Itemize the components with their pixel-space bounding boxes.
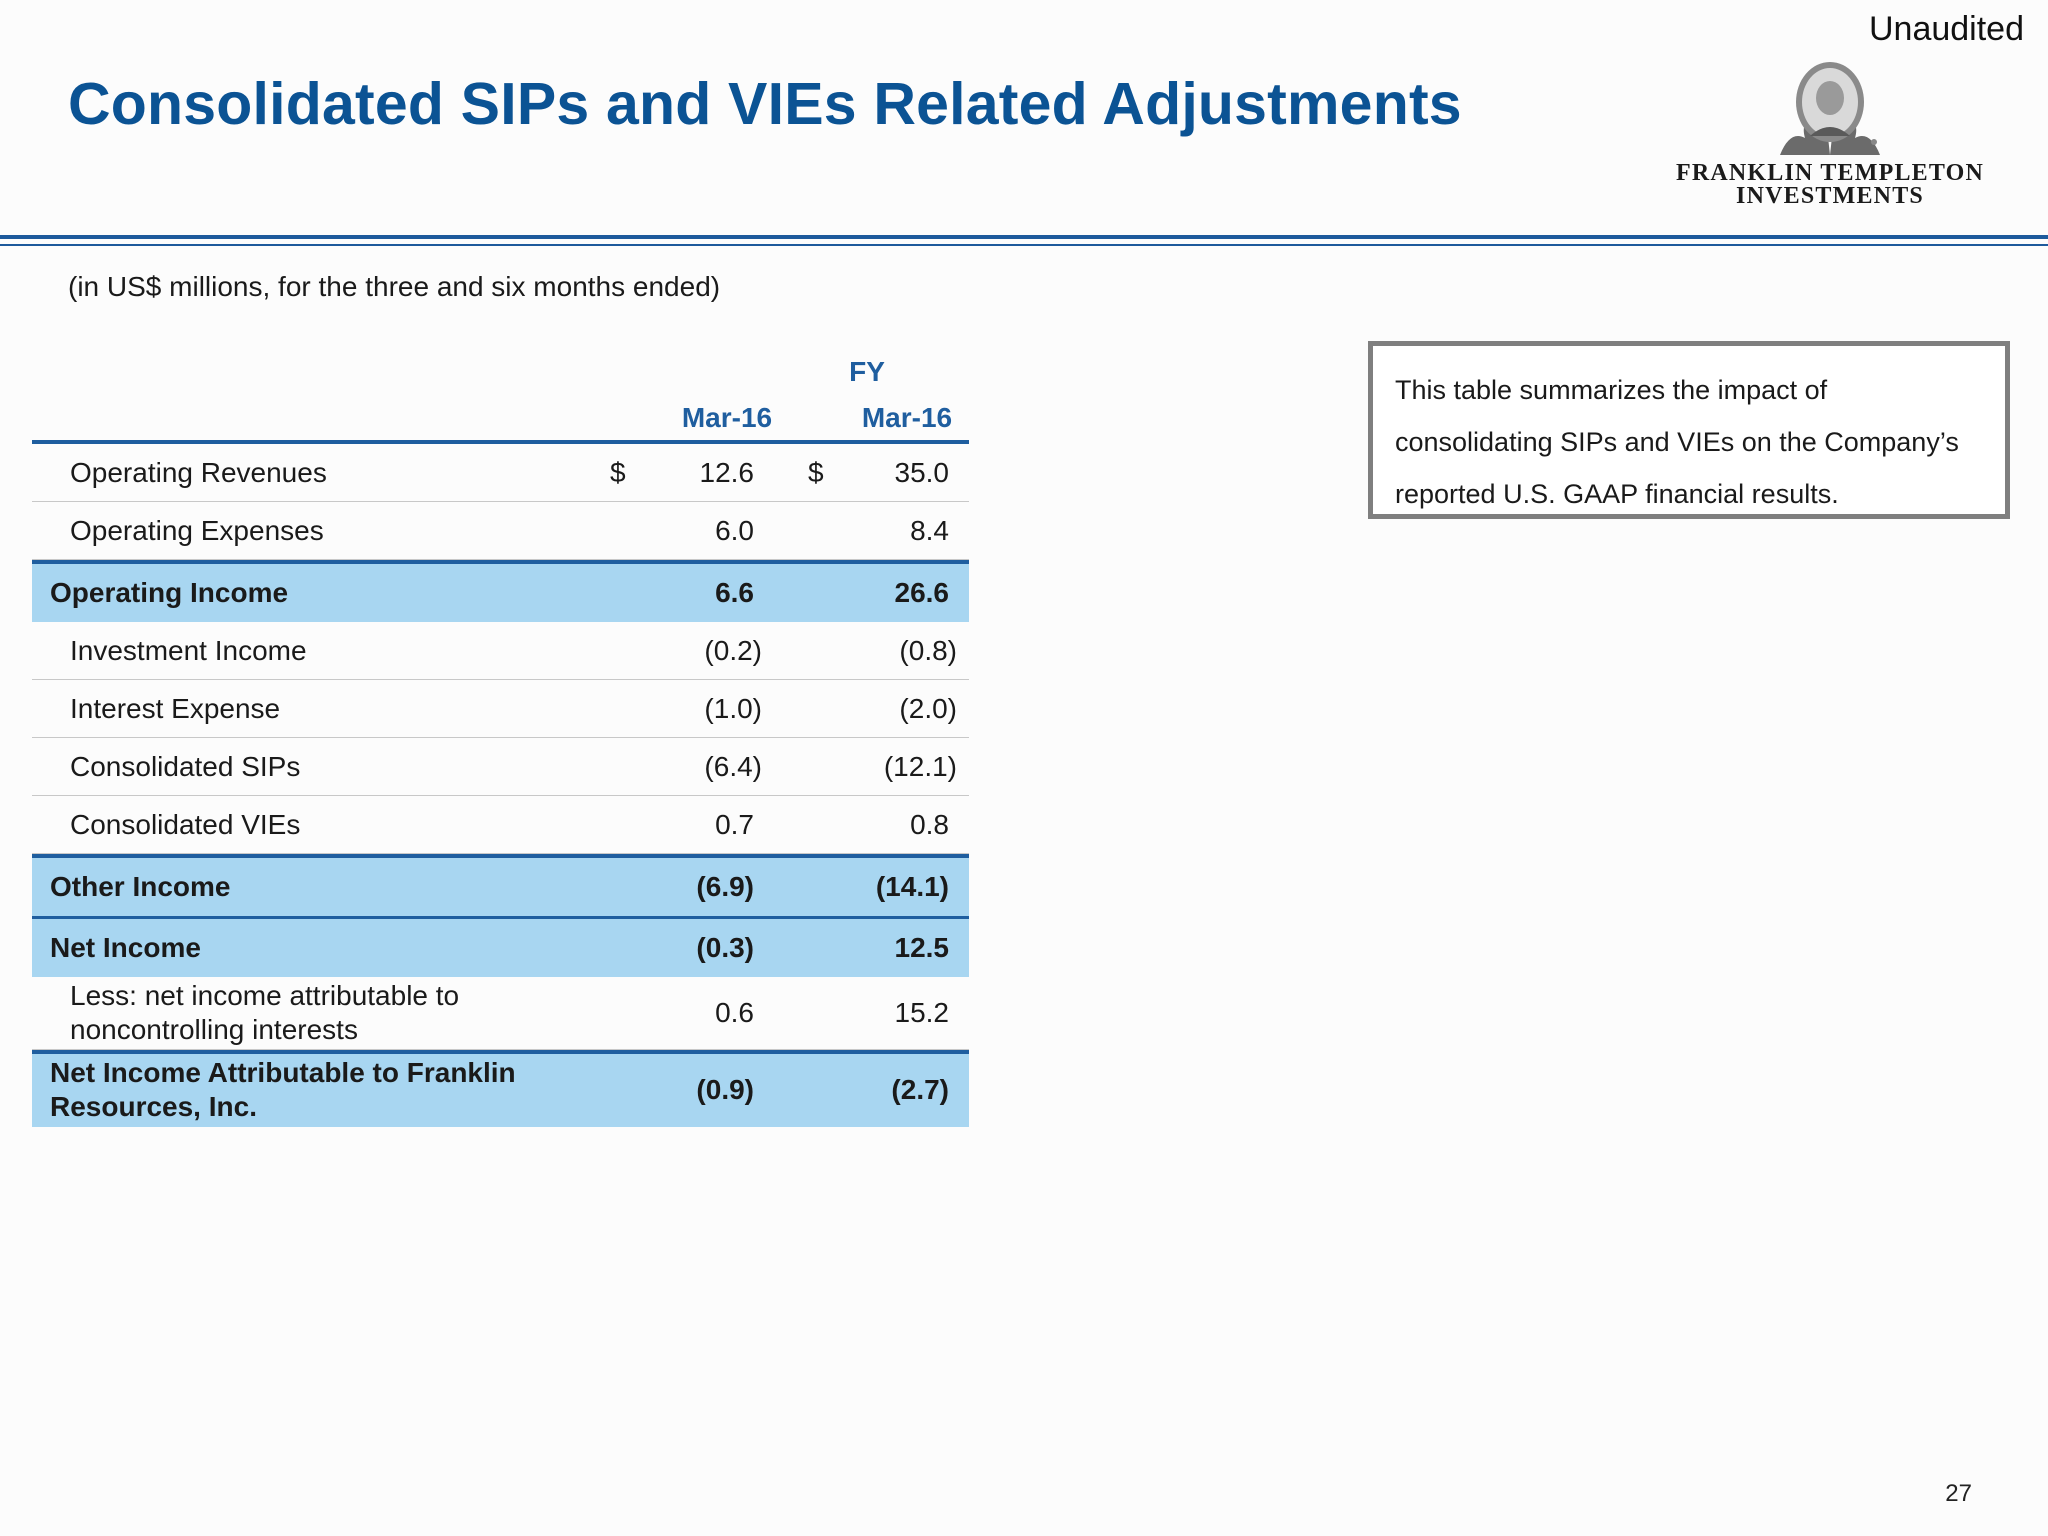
page-title: Consolidated SIPs and VIEs Related Adjustments <box>68 71 1462 137</box>
header-divider-thin <box>0 244 2048 246</box>
row-label: Net Income <box>50 931 201 963</box>
column-header-fy: Mar-16 <box>861 402 953 433</box>
unaudited-label: Unaudited <box>1868 10 2024 48</box>
table-header <box>32 340 969 440</box>
table-row-highlight <box>32 916 969 977</box>
table-row <box>32 622 969 680</box>
logo-brand-line1: FRANKLIN TEMPLETON <box>1675 160 1985 186</box>
row-label: Operating Revenues <box>70 456 327 488</box>
value-quarter: 6.0 <box>715 514 754 546</box>
row-label: Net Income Attributable to Franklin Resources, Inc. <box>50 1057 516 1122</box>
financial-table <box>32 340 969 1127</box>
fy-label: FY <box>849 356 885 387</box>
row-label: Less: net income attributable to noncontrolling interests <box>70 980 460 1045</box>
value-fy: 35.0 <box>894 456 949 488</box>
value-fy: 12.5 <box>894 931 949 963</box>
value-fy: (0.8) <box>899 634 957 666</box>
value-fy: 15.2 <box>894 997 949 1028</box>
table-row-highlight <box>32 560 969 622</box>
value-quarter: (0.9) <box>696 1074 754 1105</box>
value-fy: (14.1) <box>875 870 949 902</box>
franklin-templeton-logo <box>1670 60 1990 210</box>
row-label: Investment Income <box>70 634 307 666</box>
summary-note-box: This table summarizes the impact of consolidating SIPs and VIEs on the Company’s reported U.S. GAAP financial results. <box>1368 341 2010 519</box>
header-divider-thick <box>0 235 2048 239</box>
value-fy: (2.0) <box>899 692 957 724</box>
table-row <box>32 444 969 502</box>
table-row <box>32 738 969 796</box>
currency-symbol: $ <box>808 456 824 488</box>
value-fy: 0.8 <box>910 808 949 840</box>
value-quarter: (1.0) <box>704 692 762 724</box>
table-row-highlight <box>32 854 969 916</box>
table-row <box>32 796 969 854</box>
table-row <box>32 977 969 1050</box>
value-quarter: 12.6 <box>699 456 754 488</box>
table-row <box>32 680 969 738</box>
value-fy: 26.6 <box>894 576 949 608</box>
value-quarter: 0.6 <box>715 997 754 1028</box>
value-quarter: (0.2) <box>704 634 762 666</box>
logo-brand-line2: INVESTMENTS <box>1736 183 1924 209</box>
row-label: Consolidated VIEs <box>70 808 301 840</box>
value-fy: (2.7) <box>891 1074 949 1105</box>
column-header-quarter: Mar-16 <box>681 402 773 433</box>
value-quarter: (0.3) <box>696 931 754 963</box>
franklin-portrait-icon <box>1770 60 1890 160</box>
row-label: Operating Income <box>50 576 289 608</box>
table-row-highlight <box>32 1050 969 1127</box>
row-label: Operating Expenses <box>70 514 324 546</box>
table-subtitle: (in US$ millions, for the three and six months ended) <box>68 271 721 302</box>
value-quarter: 0.7 <box>715 808 754 840</box>
page-number: 27 <box>1945 1480 1972 1507</box>
value-fy: 8.4 <box>910 514 949 546</box>
table-row <box>32 502 969 560</box>
value-fy: (12.1) <box>883 750 957 782</box>
row-label: Consolidated SIPs <box>70 750 301 782</box>
currency-symbol: $ <box>610 456 626 488</box>
row-label: Other Income <box>50 870 231 902</box>
value-quarter: (6.4) <box>704 750 762 782</box>
row-label: Interest Expense <box>70 692 281 724</box>
value-quarter: (6.9) <box>696 870 754 902</box>
value-quarter: 6.6 <box>715 576 754 608</box>
